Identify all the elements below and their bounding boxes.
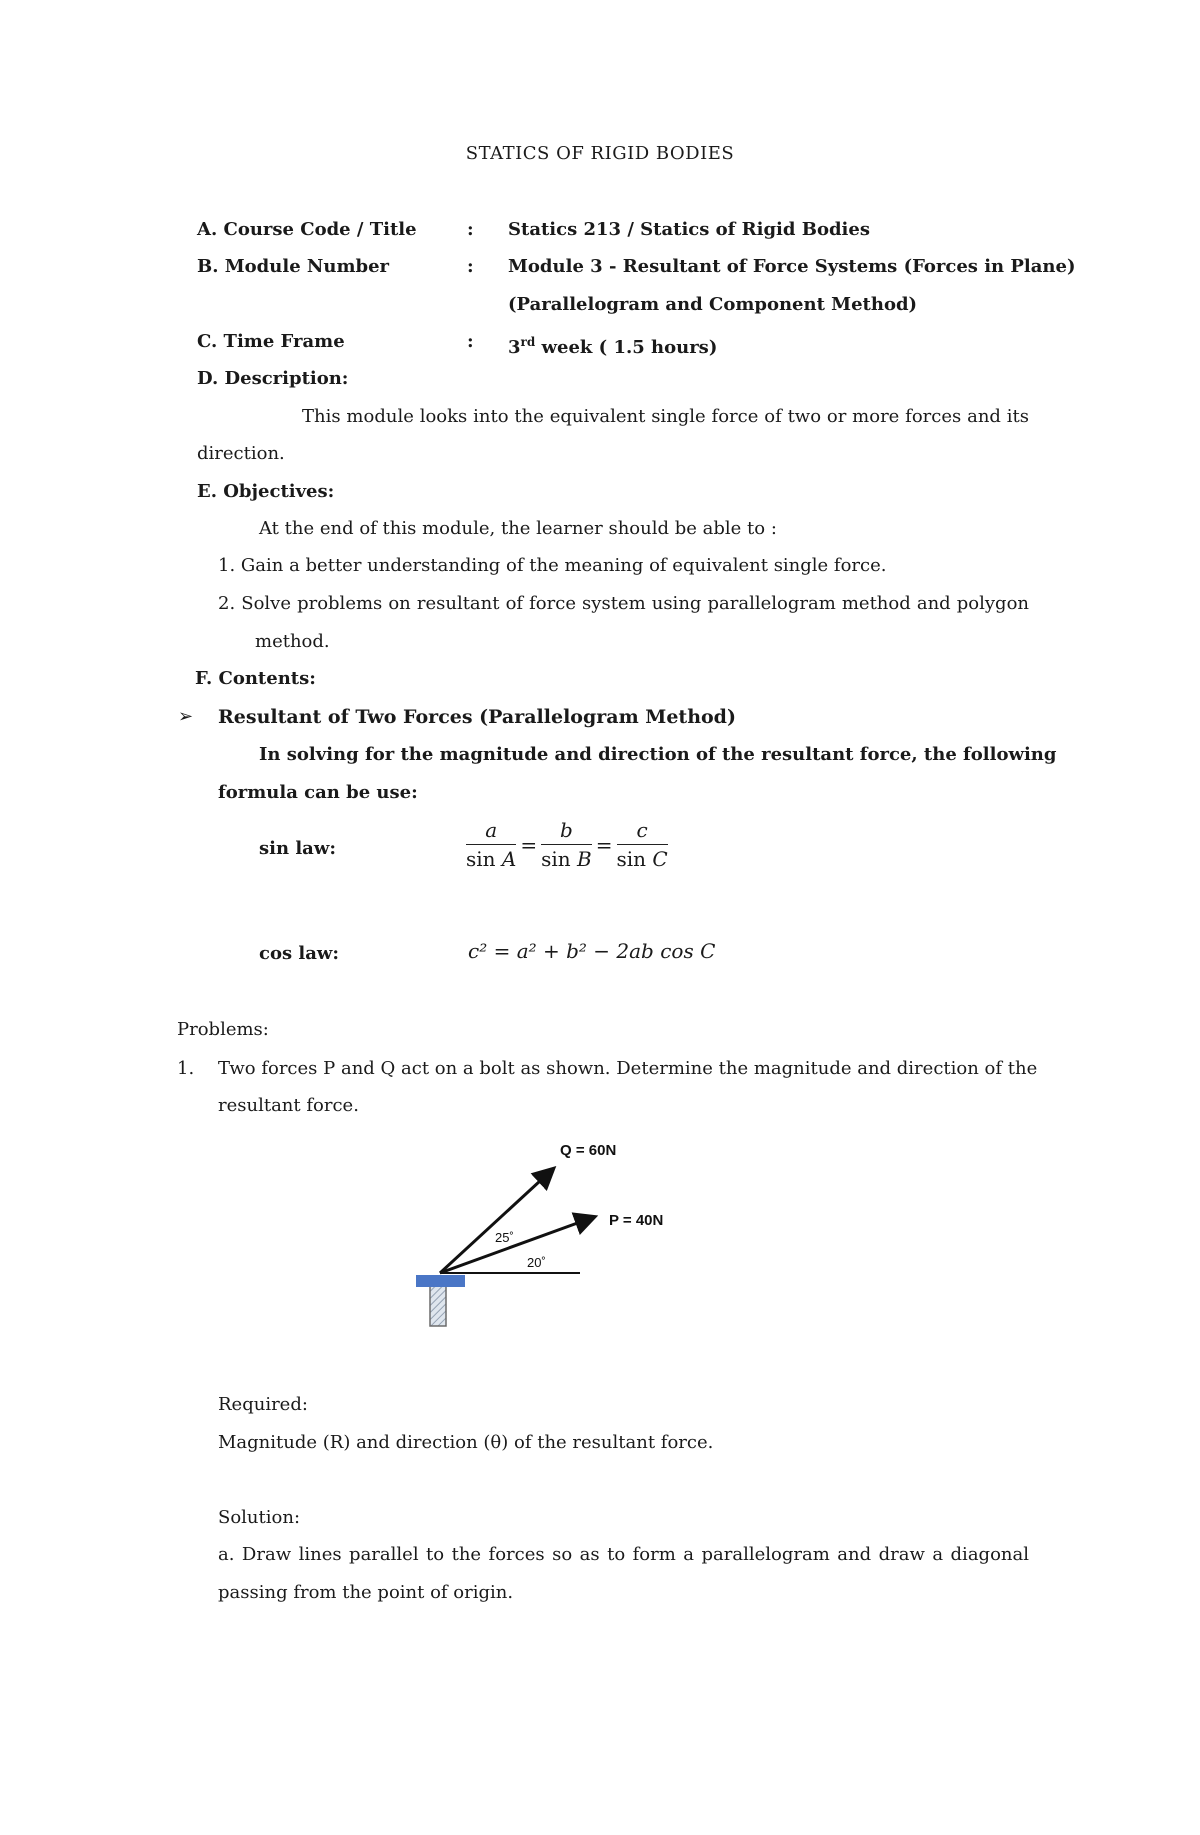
module-number-label: B. Module Number [197,256,390,277]
module-number-value-cont: (Parallelogram and Component Method) [508,294,918,315]
topic-heading: Resultant of Two Forces (Parallelogram Method) [218,706,736,728]
required-text: Magnitude (R) and direction (θ) of the resultant force. [218,1432,714,1453]
sin-law-label: sin law: [259,838,336,859]
angle-pq-label: 25˚ [495,1230,514,1245]
bullet-arrow-icon: ➢ [178,706,194,727]
force-p-arrow [440,1217,594,1273]
force-diagram [400,1130,700,1340]
description-text-cont: direction. [197,443,285,464]
problem-text: Two forces P and Q act on a bolt as shown. Determine the magnitude and direction of the [218,1058,1038,1079]
colon: : [467,331,474,352]
objective-item-cont: method. [255,631,330,652]
colon: : [467,219,474,240]
bolt-shank [430,1286,446,1326]
angle-p-label: 20˚ [527,1255,546,1270]
problem-number: 1. [177,1058,195,1079]
colon: : [467,256,474,277]
bolt-head [416,1275,465,1287]
page-title: STATICS OF RIGID BODIES [465,143,735,164]
objectives-intro: At the end of this module, the learner should be able to : [259,518,777,539]
cos-law-label: cos law: [259,943,340,964]
course-code-value: Statics 213 / Statics of Rigid Bodies [508,219,870,240]
cos-law-formula: c² = a² + b² − 2ab cos C [468,939,716,963]
contents-heading: F. Contents: [195,668,316,689]
p-label: P = 40N [609,1212,664,1229]
contents-paragraph: In solving for the magnitude and direction of the resultant force, the following [259,744,1057,765]
solution-step-cont: passing from the point of origin. [218,1582,514,1603]
q-label: Q = 60N [560,1142,617,1159]
problems-heading: Problems: [177,1019,269,1040]
objective-item: 1. Gain a better understanding of the meaning of equivalent single force. [218,555,887,576]
time-frame-value: 3rd week ( 1.5 hours) [508,335,718,358]
objectives-heading: E. Objectives: [197,481,335,502]
description-text: This module looks into the equivalent single force of two or more forces and its [302,406,1029,427]
required-label: Required: [218,1394,308,1415]
sin-law-formula: $\frac{a}{\text{sin A}}$ = $\frac{b}{\text{sin B}}$ = $\frac{c}{\text{sin C}}$ [466,818,668,871]
objective-item: 2. Solve problems on resultant of force system using parallelogram method and polygon [218,593,1029,614]
time-frame-label: C. Time Frame [197,331,345,352]
solution-label: Solution: [218,1507,301,1528]
contents-paragraph-cont: formula can be use: [218,782,418,803]
course-code-label: A. Course Code / Title [197,219,417,240]
module-number-value: Module 3 - Resultant of Force Systems (Forces in Plane) [508,256,1076,277]
solution-step: a. Draw lines parallel to the forces so as to form a parallelogram and draw a diagonal [218,1544,1029,1565]
problem-text-cont: resultant force. [218,1095,359,1116]
description-heading: D. Description: [197,368,349,389]
